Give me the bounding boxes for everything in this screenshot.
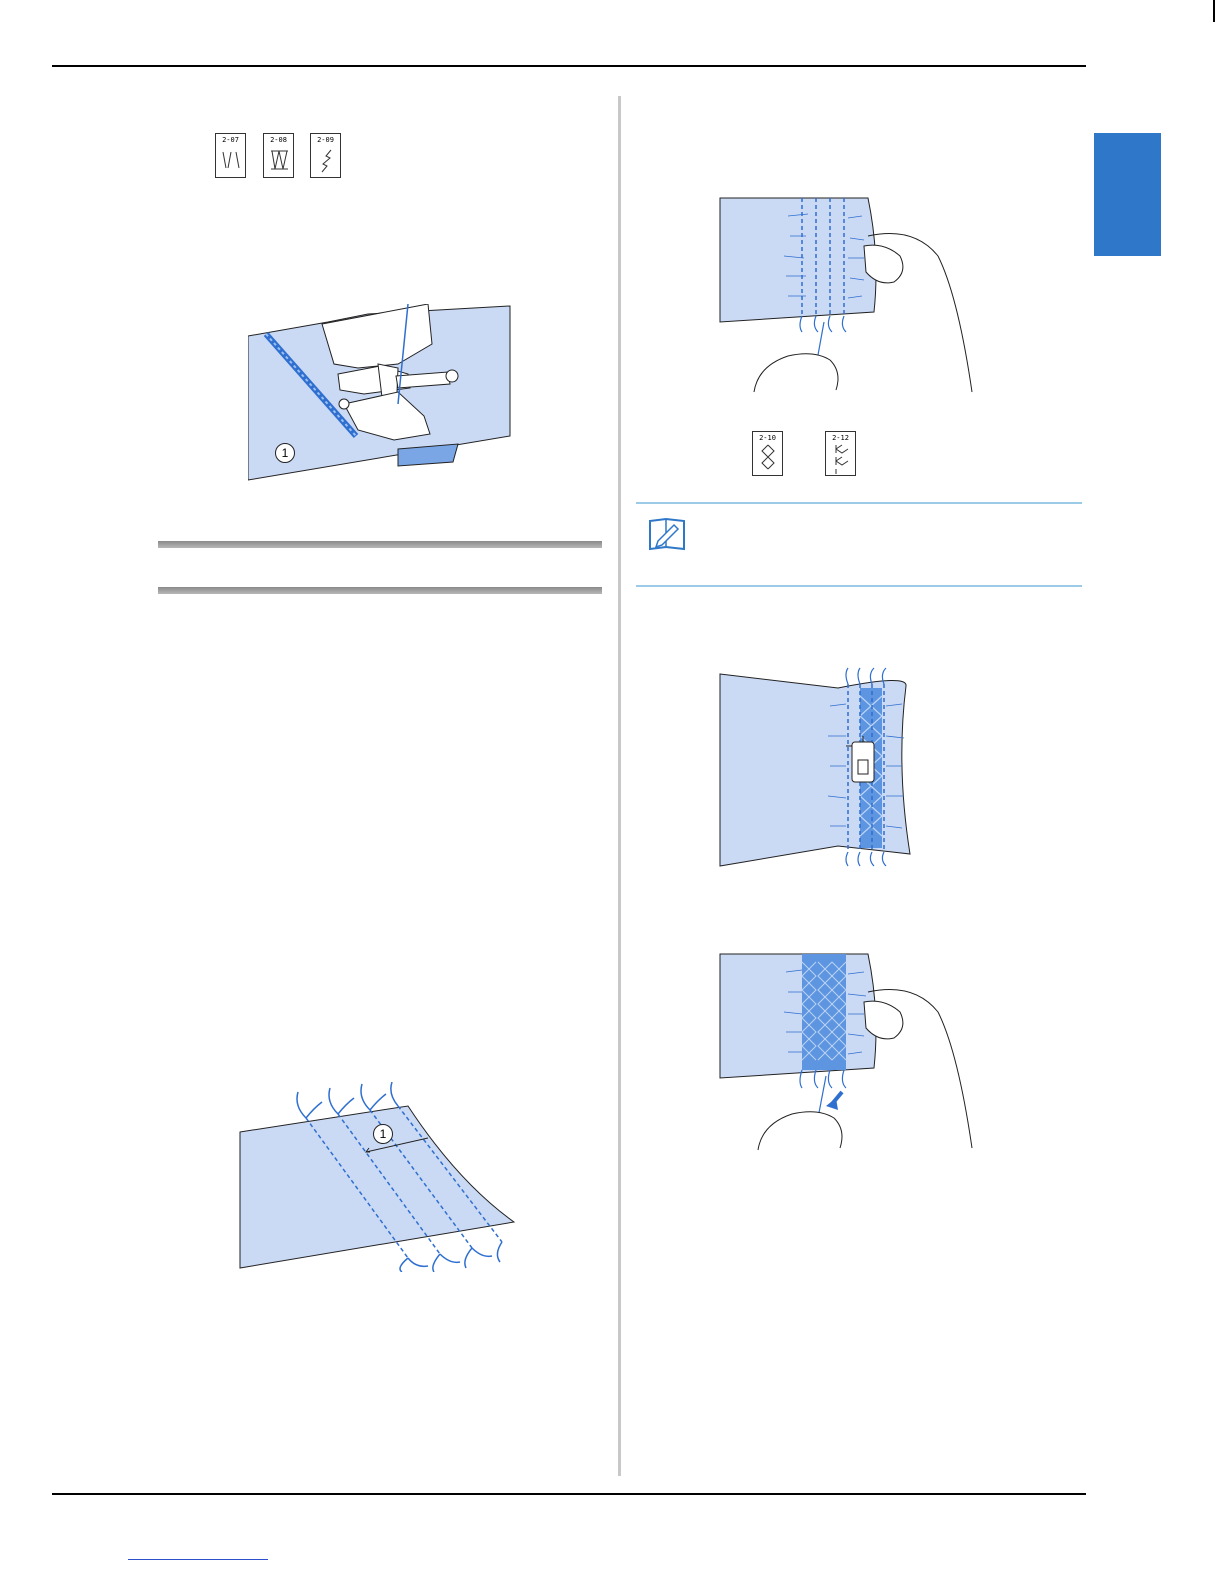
stitch-pattern-icon <box>753 432 784 477</box>
stitch-pattern-icon <box>311 134 342 179</box>
memo-top-rule <box>636 502 1082 504</box>
callout-number: 1 <box>373 1124 393 1144</box>
memo-bottom-rule <box>636 585 1082 587</box>
figure-smocking-sewing <box>718 666 914 868</box>
stitch-code: 2-10 <box>759 434 776 442</box>
callout-number: 1 <box>275 443 295 463</box>
stitch-code: 2-12 <box>832 434 849 442</box>
figure-parallel-stitch-lines <box>238 1082 518 1272</box>
stitch-pattern-icon <box>826 432 857 477</box>
stitch-pattern-icon <box>216 134 247 179</box>
figure-removing-threads <box>718 952 974 1152</box>
section-heading-top-bar <box>158 541 602 548</box>
stitch-code: 2-09 <box>317 136 334 144</box>
stitch-pattern-icon <box>264 134 295 179</box>
section-heading-bottom-bar <box>158 587 602 594</box>
stitch-key-2-12 <box>825 431 856 476</box>
figure-pulling-threads <box>718 196 974 396</box>
stitch-key-2-07 <box>215 133 246 178</box>
stitch-code: 2-08 <box>270 136 287 144</box>
footer-rule <box>52 1493 1086 1495</box>
stitch-key-2-09 <box>310 133 341 178</box>
stitch-key-2-10 <box>752 431 783 476</box>
chapter-tab <box>1094 133 1161 256</box>
stitch-key-2-08 <box>263 133 294 178</box>
memo-pencil-icon <box>648 517 686 551</box>
header-rule <box>52 65 1086 67</box>
column-divider <box>618 96 621 1476</box>
stitch-code: 2-07 <box>222 136 239 144</box>
top-edge-mark <box>1213 0 1215 22</box>
footer-link-underline[interactable] <box>128 1559 268 1560</box>
